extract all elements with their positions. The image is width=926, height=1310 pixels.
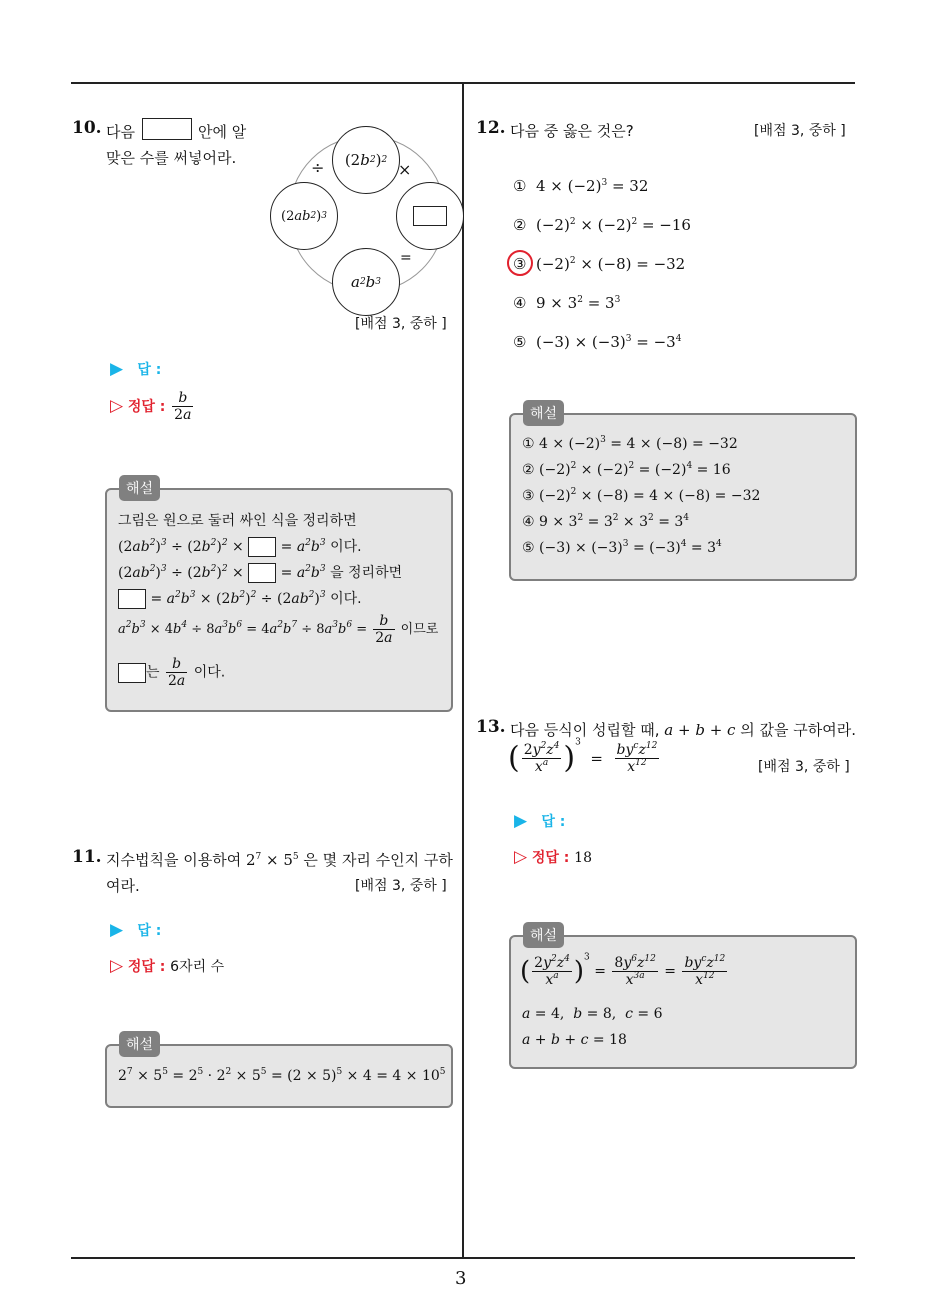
q10-text-a: 다음 xyxy=(106,123,135,141)
q10-text-c: 맞은 수를 써넣어라. xyxy=(106,149,237,167)
q11-correct-label: 정답 : xyxy=(127,959,166,975)
q13-equation: ( $\frac{2y^2z^4}{x^a}$ )$^3$ = $\frac{by^cz^{12}}{x^{12}}$ xyxy=(508,737,658,776)
q13-answer-row xyxy=(514,811,565,831)
q10-expl-line2: $(2ab^2)^3 \div (2b^2)^2$ × = $a^2b^3$ 이다. xyxy=(118,538,362,555)
q12-points: [배점 3, 중하 ] xyxy=(754,123,846,139)
q11-text-c: 여라. xyxy=(106,877,140,895)
q10-number: 10. xyxy=(72,118,102,138)
q12-text: 다음 중 옳은 것은? xyxy=(510,122,634,140)
q11-correct-row xyxy=(110,956,224,976)
q10-expl-line1: 그림은 원으로 둘러 싸인 식을 정리하면 xyxy=(118,513,357,529)
page-number: 3 xyxy=(455,1268,467,1289)
q13-points: [배점 3, 중하 ] xyxy=(758,759,850,775)
q13-explanation-tag: 해설 xyxy=(523,922,564,948)
q10-correct-value: $\frac{b}{2a}$ xyxy=(174,390,192,424)
q13-correct-value: 18 xyxy=(574,850,592,866)
q11-correct-triangle-icon: ▷ xyxy=(110,956,124,976)
q10-points: [배점 3, 중하 ] xyxy=(355,316,447,332)
q10-expl-blank1 xyxy=(248,537,276,557)
q11-number: 11. xyxy=(72,847,102,867)
q12-option-2[interactable]: ② $(-2)^2 \times (-2)^2 = -16$ xyxy=(513,216,691,234)
q12-expl-line4: ④ $9 \times 3^2 = 3^2 \times 3^2 = 3^4$ xyxy=(522,513,690,530)
q11-correct-value: 6자리 수 xyxy=(170,959,225,975)
q13-expl-line3: a + b + c = 18 xyxy=(522,1032,627,1048)
column-divider xyxy=(462,84,464,1258)
q13-text-row: 다음 등식이 성립할 때, a + b + c 의 값을 구하여라. xyxy=(510,721,856,739)
q13-expl-line2: a = 4, b = 8, c = 6 xyxy=(522,1006,663,1022)
q10-expl-line6: 는 $\frac{b}{2a}$ 이다. xyxy=(118,656,225,689)
q11-answer-row xyxy=(110,920,161,940)
q11-text-row: 지수법칙을 이용하여 $2^7 \times 5^5$ 은 몇 자리 수인지 구하 xyxy=(106,851,453,869)
q12-option-4[interactable]: ④ $9 \times 3^2 = 3^3$ xyxy=(513,294,621,312)
q10-text-b: 안에 알 xyxy=(198,123,247,141)
q10-circle-blank[interactable] xyxy=(413,206,447,226)
q10-circle-bottom: a 2 b 3 xyxy=(332,248,400,316)
q10-explanation-tag: 해설 xyxy=(119,475,160,501)
q12-number: 12. xyxy=(476,118,506,138)
q12-option-1[interactable]: ① $4 \times (-2)^3 = 32$ xyxy=(513,177,649,195)
q12-expl-line2: ② $(-2)^2 \times (-2)^2 = (-2)^4 = 16$ xyxy=(522,461,731,478)
q10-blank-box[interactable] xyxy=(142,118,192,140)
q10-circle-left: (2 ab 2 ) 3 xyxy=(270,182,338,250)
q11-points: [배점 3, 중하 ] xyxy=(355,878,447,894)
bottom-rule xyxy=(71,1257,855,1259)
q13-expl-line1: ( $\frac{2y^2z^4}{x^a}$ )$^3$ = $\frac{8y^6z^{12}}{x^{3a}}$ = $\frac{by^cz^{12}}{x^{12}}$ xyxy=(520,952,726,989)
q11-answer-label: 답 : xyxy=(137,923,162,939)
q13-answer-label: 답 : xyxy=(541,814,566,830)
q10-answer-row xyxy=(110,359,161,379)
q10-op-eq: = xyxy=(400,250,412,266)
q13-correct-label: 정답 : xyxy=(531,850,570,866)
q10-expl-blank2 xyxy=(248,563,276,583)
q12-expl-line1: ① $4 \times (-2)^3 = 4 \times (-8) = -32$ xyxy=(522,435,738,452)
q10-correct-label: 정답 : xyxy=(127,399,166,416)
q11-answer-triangle-icon: ▶ xyxy=(110,920,124,940)
q12-expl-line3: ③ $(-2)^2 \times (-8) = 4 \times (-8) = -32$ xyxy=(522,487,761,504)
q12-option-5[interactable]: ⑤ $(-3) \times (-3)^3 = -3^4$ xyxy=(513,333,682,351)
q10-expl-blank4 xyxy=(118,663,146,683)
q10-op-div: ÷ xyxy=(311,158,325,177)
q11-expl-line1: $2^7 \times 5^5 = 2^5 \cdot 2^2 \times 5^5 = (2 \times 5)^5 \times 4 = 4 \times 10^5$ xyxy=(118,1067,446,1084)
q10-expl-line4: = $a^2b^3 \times (2b^2)^2 \div (2ab^2)^3$ 이다. xyxy=(118,588,362,609)
q10-expl-line3: $(2ab^2)^3 \div (2b^2)^2$ × = $a^2b^3$ 을 정리하면 xyxy=(118,564,403,581)
q13-answer-triangle-icon: ▶ xyxy=(514,811,528,831)
q13-correct-triangle-icon: ▷ xyxy=(514,847,528,867)
q10-answer-label: 답 : xyxy=(137,362,162,378)
q10-op-mul: × xyxy=(398,160,412,179)
q10-expl-line5: $a^2b^3 \times 4b^4 \div 8a^3b^6 = 4a^2b^7 \div 8a^3b^6$ = $\frac{b}{2a}$ 이므로 xyxy=(118,613,439,647)
q13-number: 13. xyxy=(476,717,506,737)
q10-answer-triangle-icon: ▶ xyxy=(110,359,124,379)
q12-option-3[interactable]: ③ $(-2)^2 \times (-8) = -32$ xyxy=(513,255,686,273)
q13-correct-row xyxy=(514,847,592,867)
q10-correct-row xyxy=(110,390,195,423)
q10-circle-top: (2 b 2 ) 2 xyxy=(332,126,400,194)
q10-circle-right xyxy=(396,182,464,250)
q11-explanation-tag: 해설 xyxy=(119,1031,160,1057)
q12-expl-line5: ⑤ $(-3) \times (-3)^3 = (-3)^4 = 3^4$ xyxy=(522,539,722,556)
q12-explanation-tag: 해설 xyxy=(523,400,564,426)
q10-correct-triangle-icon: ▷ xyxy=(110,396,124,417)
q10-expl-blank3 xyxy=(118,589,146,609)
